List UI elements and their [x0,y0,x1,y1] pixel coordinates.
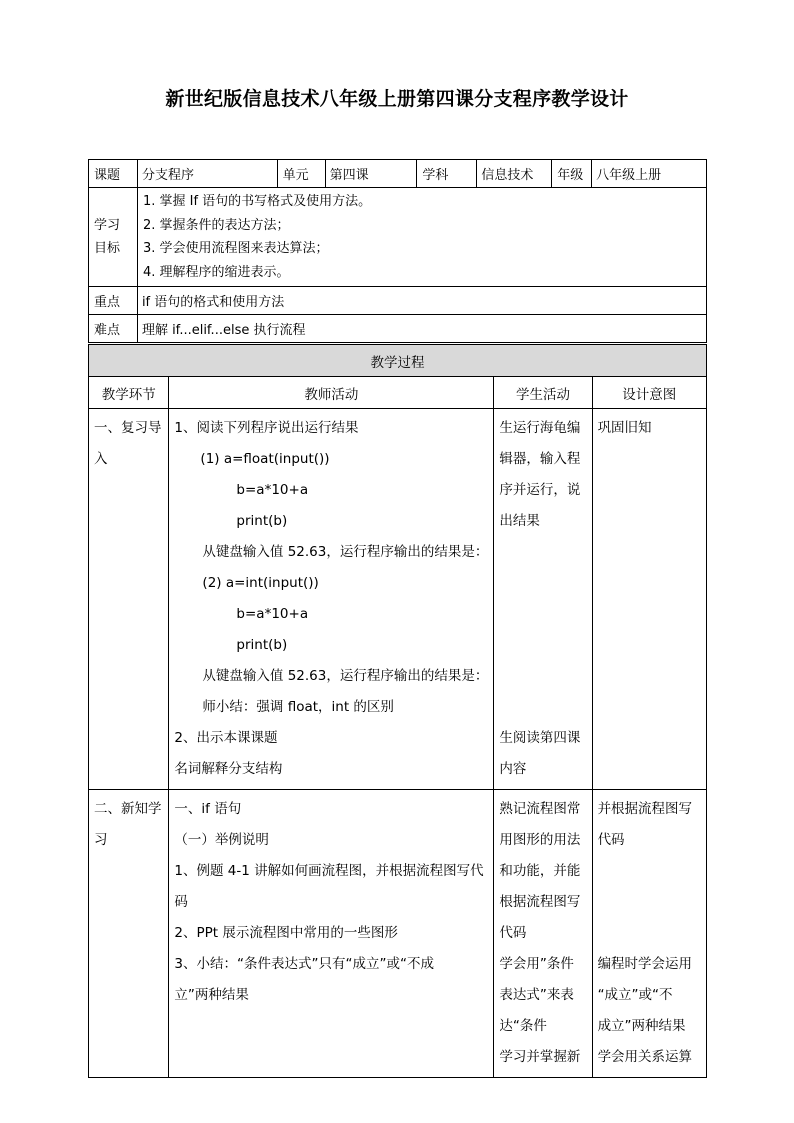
header-student: 学生活动 [494,377,592,409]
process-row-review [89,409,707,790]
teacher-line: b=a*10+a [236,606,309,622]
stage-line: 一、复习导 [94,420,162,436]
goal-item: 4. 理解程序的缩进表示。 [142,264,290,280]
teacher-line: 从键盘输入值 52.63，运行程序输出的结果是： [202,668,489,684]
teacher-line: (2) a=int(input()) [202,575,319,591]
student-line: 熟记流程图常 [499,801,581,817]
teacher-line: 一、if 语句 [174,801,242,817]
info-row-difficulty [89,315,707,343]
student-line: 用图形的用法 [499,832,581,848]
unit-label: 单元 [277,160,325,188]
student-line: 辑器，输入程 [499,451,581,467]
header-stage: 教学环节 [89,377,169,409]
goal-item: 3. 学会使用流程图来表达算法； [142,241,329,256]
student-line: 内容 [499,761,527,777]
key-point-label: 重点 [89,287,138,315]
teacher-line: 名词解释分支结构 [174,761,283,777]
student-line: 表达式”来表 [499,987,574,1003]
teacher-cell [169,790,494,1078]
info-row-key-point [89,287,707,315]
student-line: 和功能，并能 [499,863,581,879]
student-line: 学习并掌握新 [499,1049,581,1065]
goals-list [137,188,706,287]
student-line: 代码 [499,925,527,941]
student-line: 达“条件 [499,1018,547,1034]
student-line: 生阅读第四课 [499,730,581,746]
stage-line: 二、新知学 [94,801,162,817]
intent-cell [592,409,706,790]
intent-line: 学会用关系运算 [597,1049,693,1065]
teaching-process-table [88,344,707,1078]
process-banner: 教学过程 [89,345,707,377]
intent-line: “成立”或“不 [597,987,673,1003]
teacher-line: 码 [174,894,188,910]
teacher-line: 立”两种结果 [174,987,249,1003]
intent-line: 编程时学会运用 [597,956,693,972]
document-title: 新世纪版信息技术八年级上册第四课分支程序教学设计 [165,88,629,110]
info-row-goals [89,188,707,287]
grade-value: 八年级上册 [592,160,707,188]
stage-cell [89,409,169,790]
header-intent: 设计意图 [592,377,706,409]
key-point-value: if 语句的格式和使用方法 [137,287,706,315]
goals-label-line: 目标 [94,241,121,256]
goal-item: 1. 掌握 If 语句的书写格式及使用方法。 [142,194,372,209]
teacher-line: 1、阅读下列程序说出运行结果 [174,420,359,436]
student-line: 序并运行，说 [499,482,581,498]
stage-cell [89,790,169,1078]
student-cell [494,790,592,1078]
teacher-line: b=a*10+a [236,482,309,498]
process-header-row [89,377,707,409]
subject-value: 信息技术 [477,160,552,188]
header-teacher: 教师活动 [169,377,494,409]
student-line: 学会用”条件 [499,956,574,972]
topic-label: 课题 [89,160,138,188]
intent-line: 代码 [597,832,625,848]
teacher-line: print(b) [236,513,288,529]
difficulty-label: 难点 [89,315,138,343]
intent-line: 成立”两种结果 [597,1018,686,1034]
intent-cell [592,790,706,1078]
teacher-line: 师小结：强调 float，int 的区别 [202,699,394,715]
grade-label: 年级 [552,160,592,188]
teacher-cell [169,409,494,790]
student-cell [494,409,592,790]
teacher-line: 2、出示本课课题 [174,730,278,746]
stage-line: 入 [94,451,108,467]
goals-label [89,188,138,287]
teacher-line: （一）举例说明 [174,832,269,848]
lesson-info-table [88,159,707,343]
intent-line: 并根据流程图写 [597,801,693,817]
teacher-line: 3、小结：“条件表达式”只有“成立”或“不成 [174,956,434,972]
process-banner-row [89,345,707,377]
teacher-line: 从键盘输入值 52.63，运行程序输出的结果是： [202,544,489,560]
difficulty-value: 理解 if...elif...else 执行流程 [137,315,706,343]
student-line: 根据流程图写 [499,894,581,910]
stage-line: 习 [94,832,108,848]
goals-label-line: 学习 [94,217,121,233]
teacher-line: (1) a=float(input()) [200,451,330,467]
teacher-line: 1、例题 4-1 讲解如何画流程图，并根据流程图写代 [174,863,484,879]
intent-line: 巩固旧知 [597,420,652,436]
student-line: 出结果 [499,513,540,529]
teacher-line: 2、PPt 展示流程图中常用的一些图形 [174,925,398,941]
info-row-topic [89,160,707,188]
unit-value: 第四课 [325,160,417,188]
topic-value: 分支程序 [137,160,277,188]
subject-label: 学科 [417,160,477,188]
process-row-new-knowledge [89,790,707,1078]
goal-item: 2. 掌握条件的表达方法； [142,217,290,233]
teacher-line: print(b) [236,637,288,653]
student-line: 生运行海龟编 [499,420,581,436]
